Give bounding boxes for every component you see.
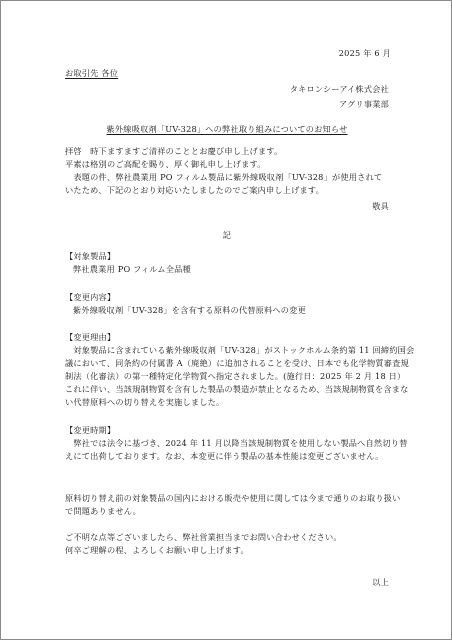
section-line: えにて出荷しております。なお、本変更に伴う製品の基本性能は変更ございません。 [65,451,384,461]
document-subject: 紫外線吸収剤「UV-328」への弊社取り組みについてのお知らせ [106,124,348,134]
greeting-line: 拝啓 時下ますますご清祥のこととお慶び申し上げます。 [65,146,283,156]
section-line: 紫外線吸収剤「UV-328」を含有する原料の代替原料への変更 [73,305,306,315]
ki-marker: 記 [222,230,232,240]
document-date: 2025 年 6 月 [338,48,391,58]
section-line: 弊社では法令に基づき、2024 年 11 月以降当該規制物質を使用しない製品へ自然切り替 [65,438,408,448]
ending-word: 以上 [372,577,389,587]
section-line: 議において、同条約の付属書 A（廃絶）に追加されることを受け、日本でも化学物質審査規 [65,358,409,368]
division-name: アグリ事業部 [338,99,389,109]
section-line: い代替原料への切り替えを実施しました。 [65,397,225,407]
section-heading-timing: 【変更時期】 [65,425,116,435]
contact-line: 何卒ご理解の程、よろしくお願い申し上げます。 [65,545,249,555]
notice-line: で問題ありません。 [65,506,141,516]
greeting-line: 平素は格別のご高配を賜り、厚く御礼申し上げます。 [65,159,266,169]
section-heading-change-details: 【変更内容】 [65,292,116,302]
addressee: お取引先 各位 [65,68,119,78]
section-line: 弊社農業用 PO フィルム全品種 [73,264,191,274]
section-heading-reason: 【変更理由】 [65,332,116,342]
section-line: 制法（化審法）の第一種特定化学物質へ指定されました。(施行日：2025 年 2 月 18 日） [65,371,406,381]
closing-word: 敬具 [372,201,389,211]
body-intro: 表題の件、弊社農業用 PO フィルム製品に紫外線吸収剤「UV-328」が使用されていたため、下記のとおり対応いたしましたのでご案内申し上げます。 [65,172,383,195]
contact-line: ご不明な点等ございましたら、弊社営業担当までお問い合わせください。 [65,532,342,542]
section-line: 対象製品に含まれている紫外線吸収剤「UV-328」がストックホルム条約第 11 回締約国会 [65,345,415,355]
notice-line: 原料切り替え前の対象製品の国内における販売や使用に関しては今まで通りのお取り扱い [65,493,401,503]
section-line: これに伴い、当該規制物質を含有した製品の製造が禁止となるため、当該規制物質を含まな [65,384,409,394]
company-name: タキロンシーアイ株式会社 [289,84,389,94]
section-heading-target-products: 【対象製品】 [65,251,116,261]
